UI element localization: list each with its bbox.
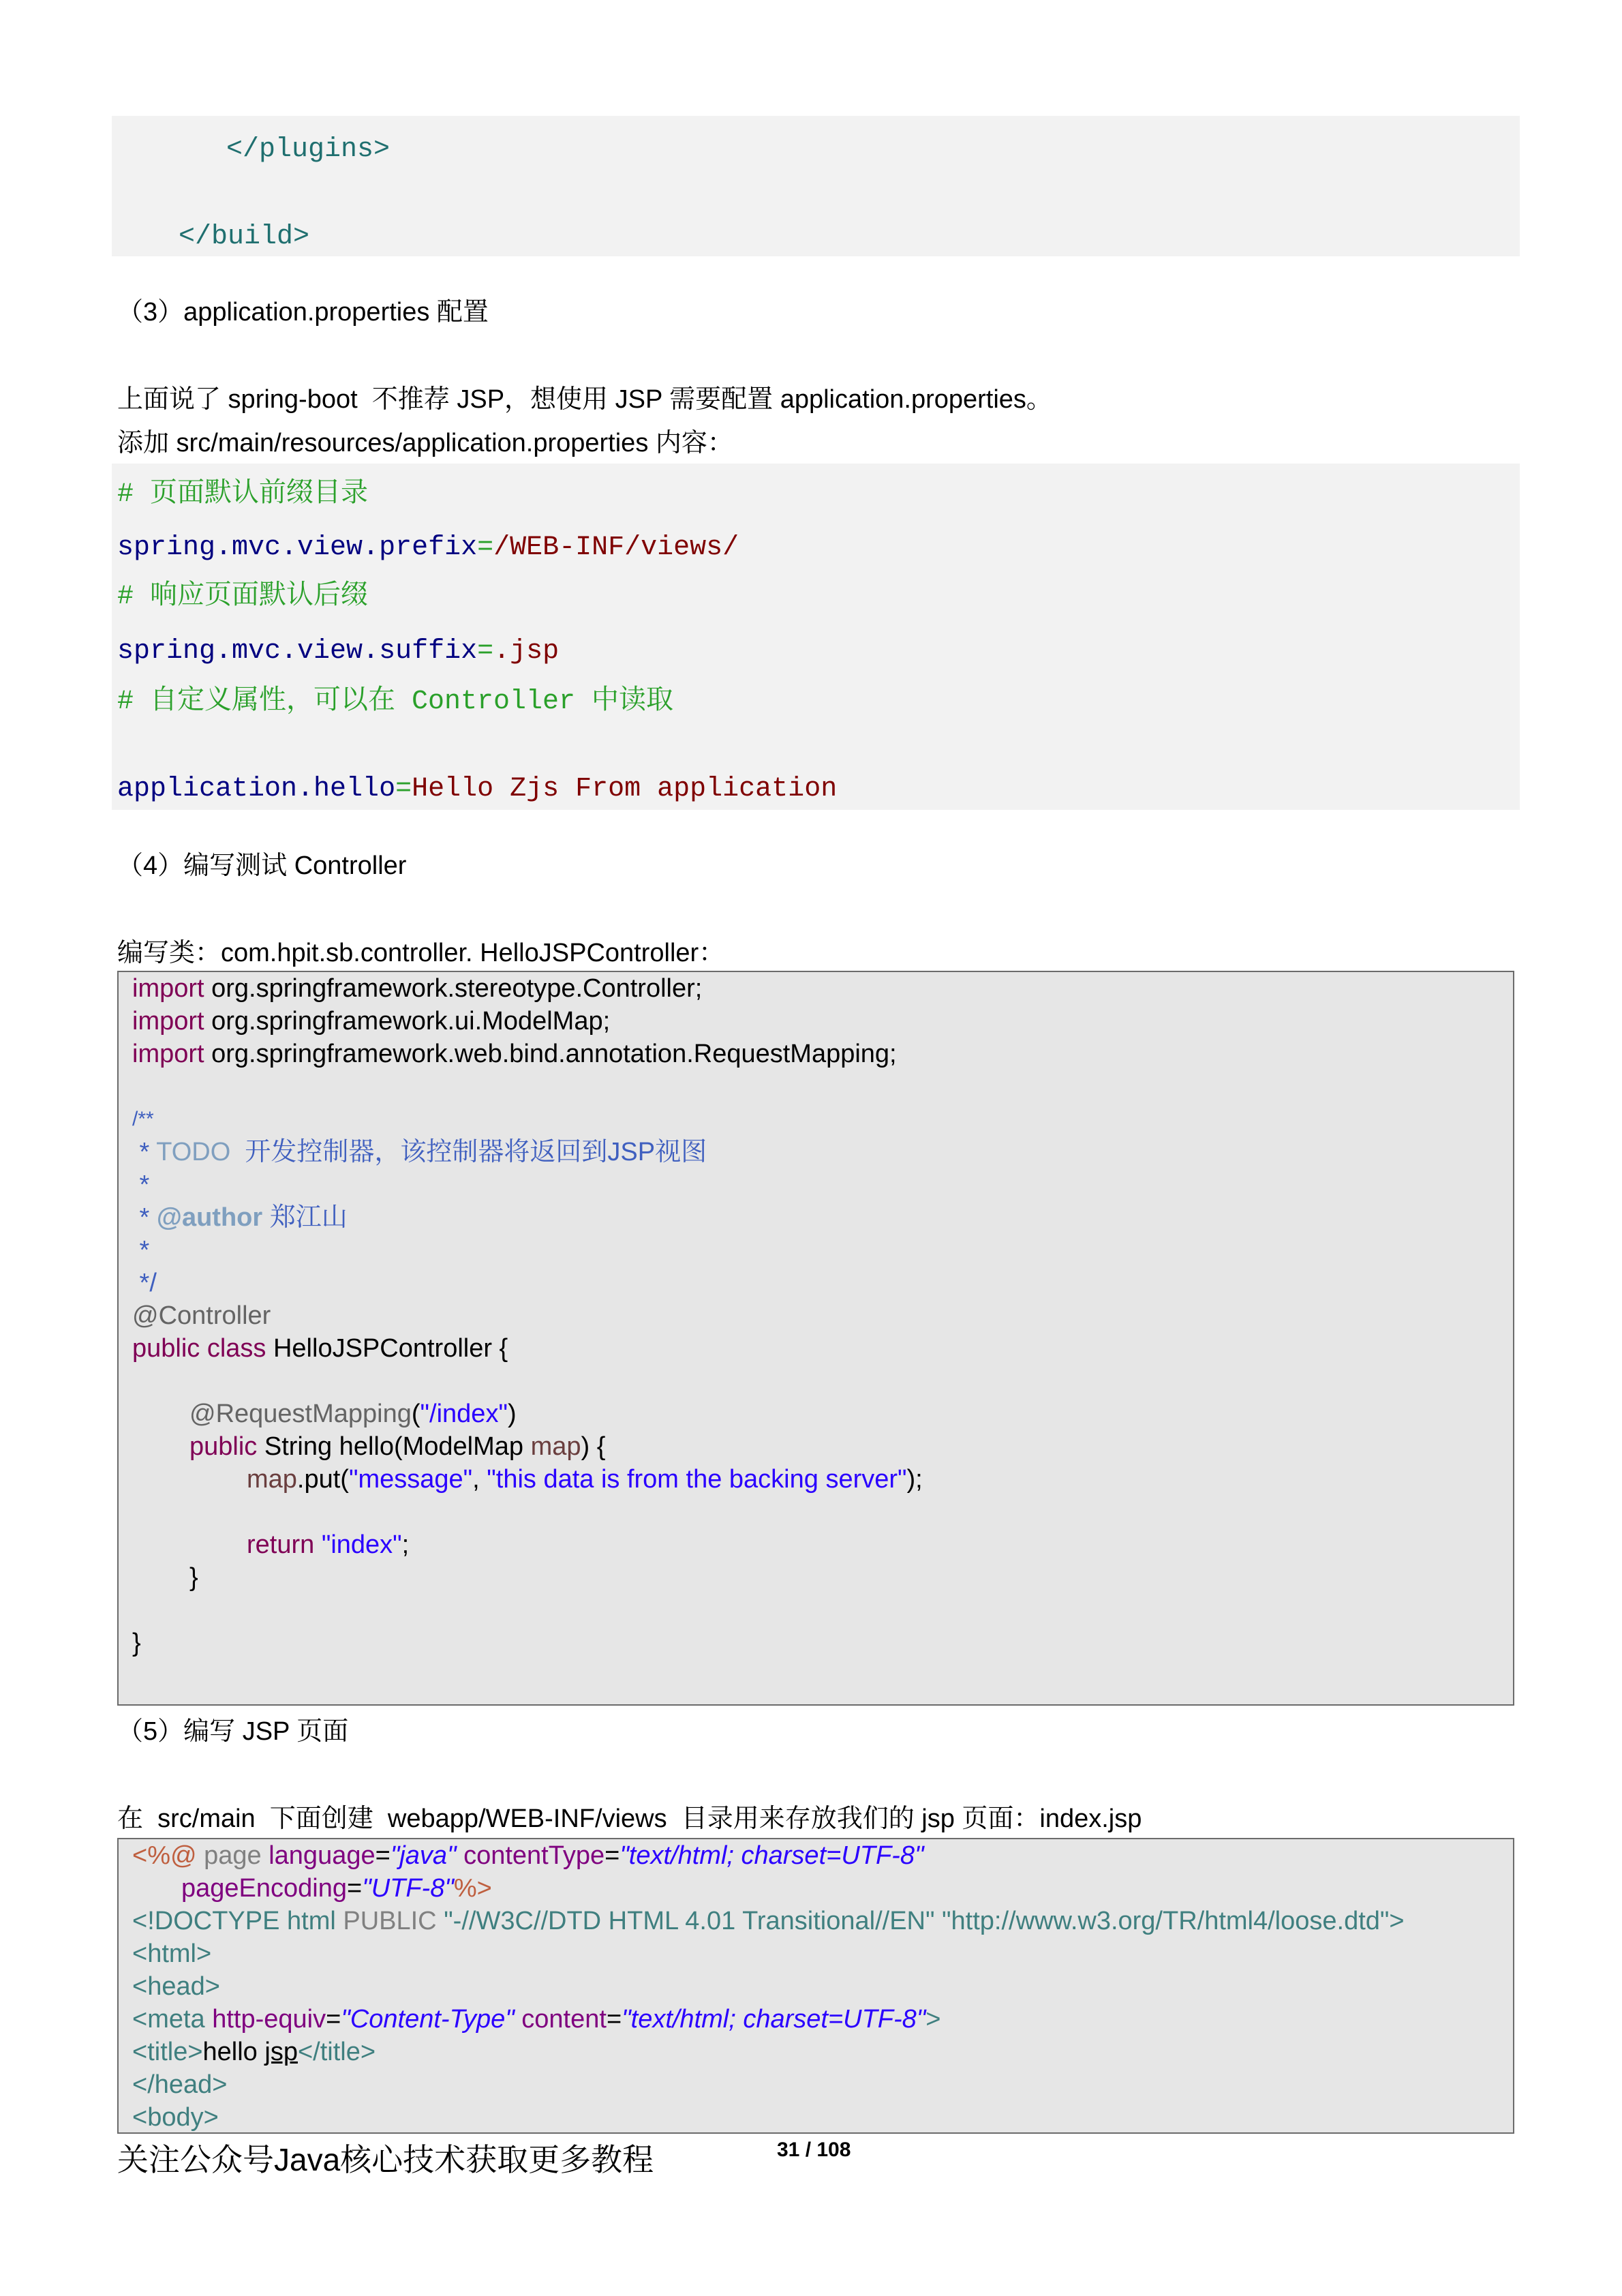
code-line-plugins-close: </plugins>: [226, 134, 391, 165]
section-4-paragraph: 编写类：com.hpit.sb.controller. HelloJSPController：: [117, 939, 725, 967]
footer-promo: 关注公众号Java核心技术获取更多教程: [117, 2142, 654, 2177]
java-doc-close: */: [132, 1269, 157, 1297]
properties-comment-suffix: # 响应页面默认后缀: [117, 581, 369, 612]
jsp-title: <title>hello jsp</title>: [132, 2038, 376, 2066]
section-5-heading: （5）编写 JSP 页面: [117, 1717, 349, 1746]
java-class-close: }: [132, 1629, 141, 1657]
java-method-close: }: [189, 1563, 198, 1592]
jsp-head-close: </head>: [132, 2070, 228, 2099]
jsp-directive-line-1: <%@ page language="java" contentType="text/html; charset=UTF-8": [132, 1841, 924, 1870]
properties-line-prefix: spring.mvc.view.prefix=/WEB-INF/views/: [117, 532, 739, 563]
properties-comment-prefix: # 页面默认前缀目录: [117, 479, 369, 510]
properties-code-block: [112, 464, 1520, 810]
java-return: return "index";: [247, 1530, 410, 1559]
java-method-declaration: public String hello(ModelMap map) {: [189, 1432, 606, 1461]
properties-line-suffix: spring.mvc.view.suffix=.jsp: [117, 636, 560, 667]
code-line-build-close: </build>: [179, 222, 310, 252]
jsp-meta: <meta http-equiv="Content-Type" content="text/html; charset=UTF-8">: [132, 2005, 941, 2034]
java-import-line-1: import org.springframework.stereotype.Controller;: [132, 974, 703, 1003]
java-doc-star-2: *: [132, 1236, 150, 1265]
section-5-paragraph: 在 src/main 下面创建 webapp/WEB-INF/views 目录用来存放我们的 jsp 页面：index.jsp: [117, 1804, 1142, 1833]
section-3-paragraph-1: 上面说了 spring-boot 不推荐 JSP，想使用 JSP 需要配置 application.properties。: [117, 385, 1052, 414]
java-doc-open: /**: [132, 1108, 154, 1130]
top-code-block: [112, 116, 1520, 256]
jsp-body-open: <body>: [132, 2103, 219, 2132]
page-number: 31 / 108: [777, 2139, 851, 2161]
java-doc-star-1: *: [132, 1170, 150, 1199]
jsp-head-open: <head>: [132, 1972, 220, 2001]
java-code-box: [117, 971, 1514, 1706]
jsp-doctype: <!DOCTYPE html PUBLIC "-//W3C//DTD HTML 4.01 Transitional//EN" "http://www.w3.org/TR/html4/loose.dtd">: [132, 1907, 1405, 1935]
java-request-mapping: @RequestMapping("/index"): [189, 1400, 517, 1428]
java-doc-todo: * TODO 开发控制器，该控制器将返回到JSP视图: [132, 1138, 707, 1166]
java-doc-author: * @author 郑江山: [132, 1203, 348, 1232]
properties-line-hello: application.hello=Hello Zjs From application: [117, 774, 838, 804]
section-3-paragraph-2: 添加 src/main/resources/application.properties 内容：: [117, 429, 733, 457]
java-import-line-2: import org.springframework.ui.ModelMap;: [132, 1007, 611, 1036]
java-map-put: map.put("message", "this data is from the backing server");: [247, 1465, 923, 1494]
jsp-directive-line-2: pageEncoding="UTF-8"%>: [181, 1874, 492, 1903]
java-import-line-3: import org.springframework.web.bind.annotation.RequestMapping;: [132, 1040, 897, 1068]
section-4-heading: （4）编写测试 Controller: [117, 851, 407, 880]
java-class-declaration: public class HelloJSPController {: [132, 1334, 508, 1363]
section-3-heading: （3）application.properties 配置: [117, 298, 489, 327]
java-annotation-controller: @Controller: [132, 1301, 271, 1330]
jsp-html-open: <html>: [132, 1939, 212, 1968]
properties-comment-custom: # 自定义属性，可以在 Controller 中读取: [117, 686, 674, 717]
jsp-code-box: [117, 1838, 1514, 2134]
